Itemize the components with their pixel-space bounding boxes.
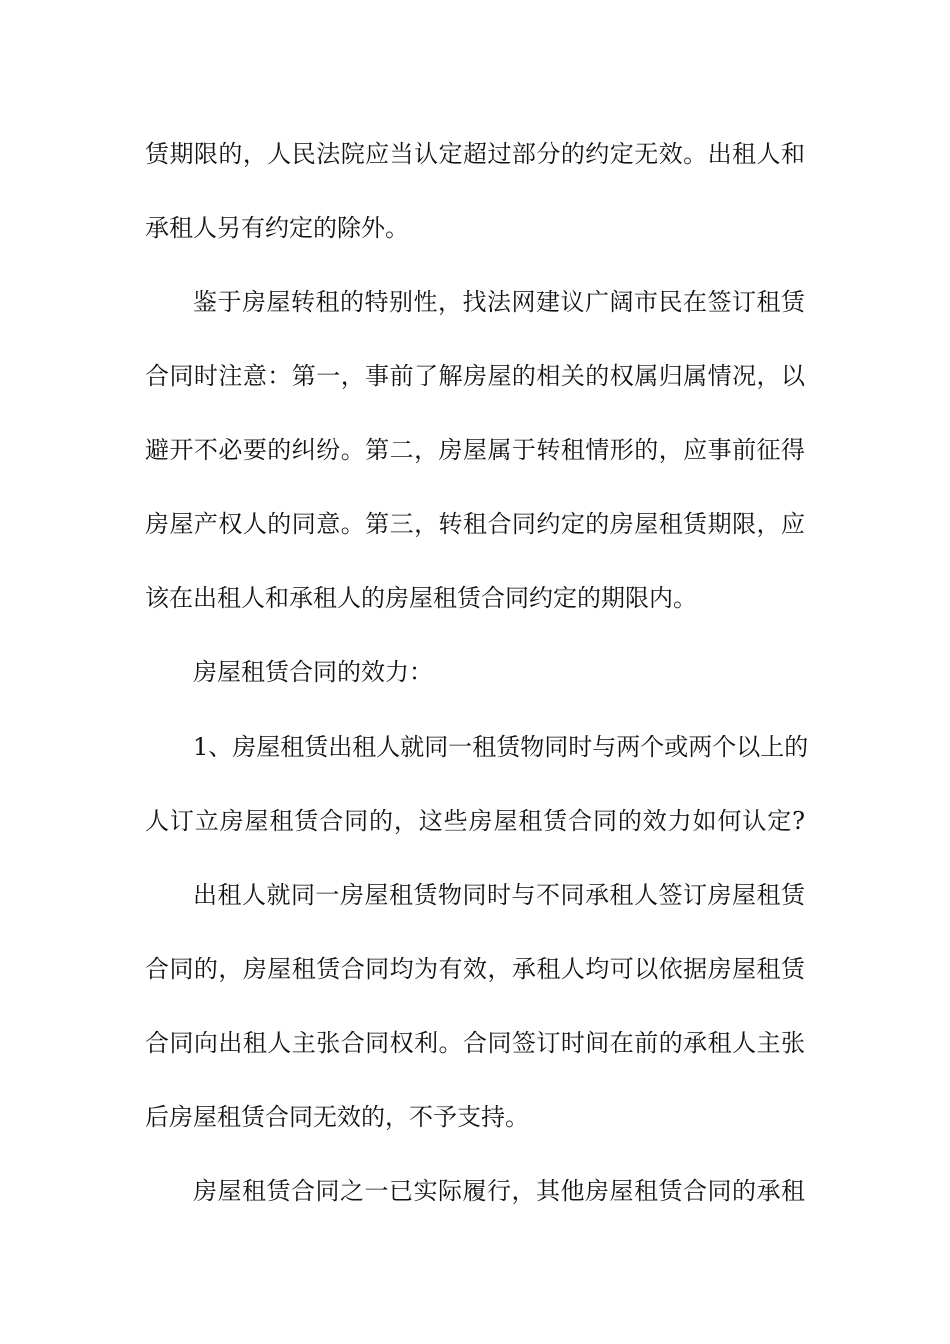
text-line-4: 合同时注意：第一，事前了解房屋的相关的权属归属情况，以 <box>145 362 805 390</box>
text-line-9: 1、房屋租赁出租人就同一租赁物同时与两个或两个以上的 <box>193 733 809 761</box>
text-line-10: 人订立房屋租赁合同的，这些房屋租赁合同的效力如何认定? <box>145 807 805 835</box>
text-line-2: 承租人另有约定的除外。 <box>145 214 409 242</box>
text-line-14: 后房屋租赁合同无效的，不予支持。 <box>145 1103 529 1131</box>
text-line-7: 该在出租人和承租人的房屋租赁合同约定的期限内。 <box>145 584 697 612</box>
text-line-1: 赁期限的，人民法院应当认定超过部分的约定无效。出租人和 <box>145 140 805 168</box>
text-line-3: 鉴于房屋转租的特别性，找法网建议广阔市民在签订租赁 <box>193 288 805 316</box>
text-line-12: 合同的，房屋租赁合同均为有效，承租人均可以依据房屋租赁 <box>145 955 805 983</box>
text-line-5: 避开不必要的纠纷。第二，房屋属于转租情形的，应事前征得 <box>145 436 805 464</box>
section-heading: 房屋租赁合同的效力： <box>193 658 433 686</box>
text-line-15: 房屋租赁合同之一已实际履行，其他房屋租赁合同的承租 <box>193 1177 805 1205</box>
text-line-13: 合同向出租人主张合同权利。合同签订时间在前的承租人主张 <box>145 1029 805 1057</box>
text-line-6: 房屋产权人的同意。第三，转租合同约定的房屋租赁期限，应 <box>145 510 805 538</box>
text-line-11: 出租人就同一房屋租赁物同时与不同承租人签订房屋租赁 <box>193 881 805 909</box>
